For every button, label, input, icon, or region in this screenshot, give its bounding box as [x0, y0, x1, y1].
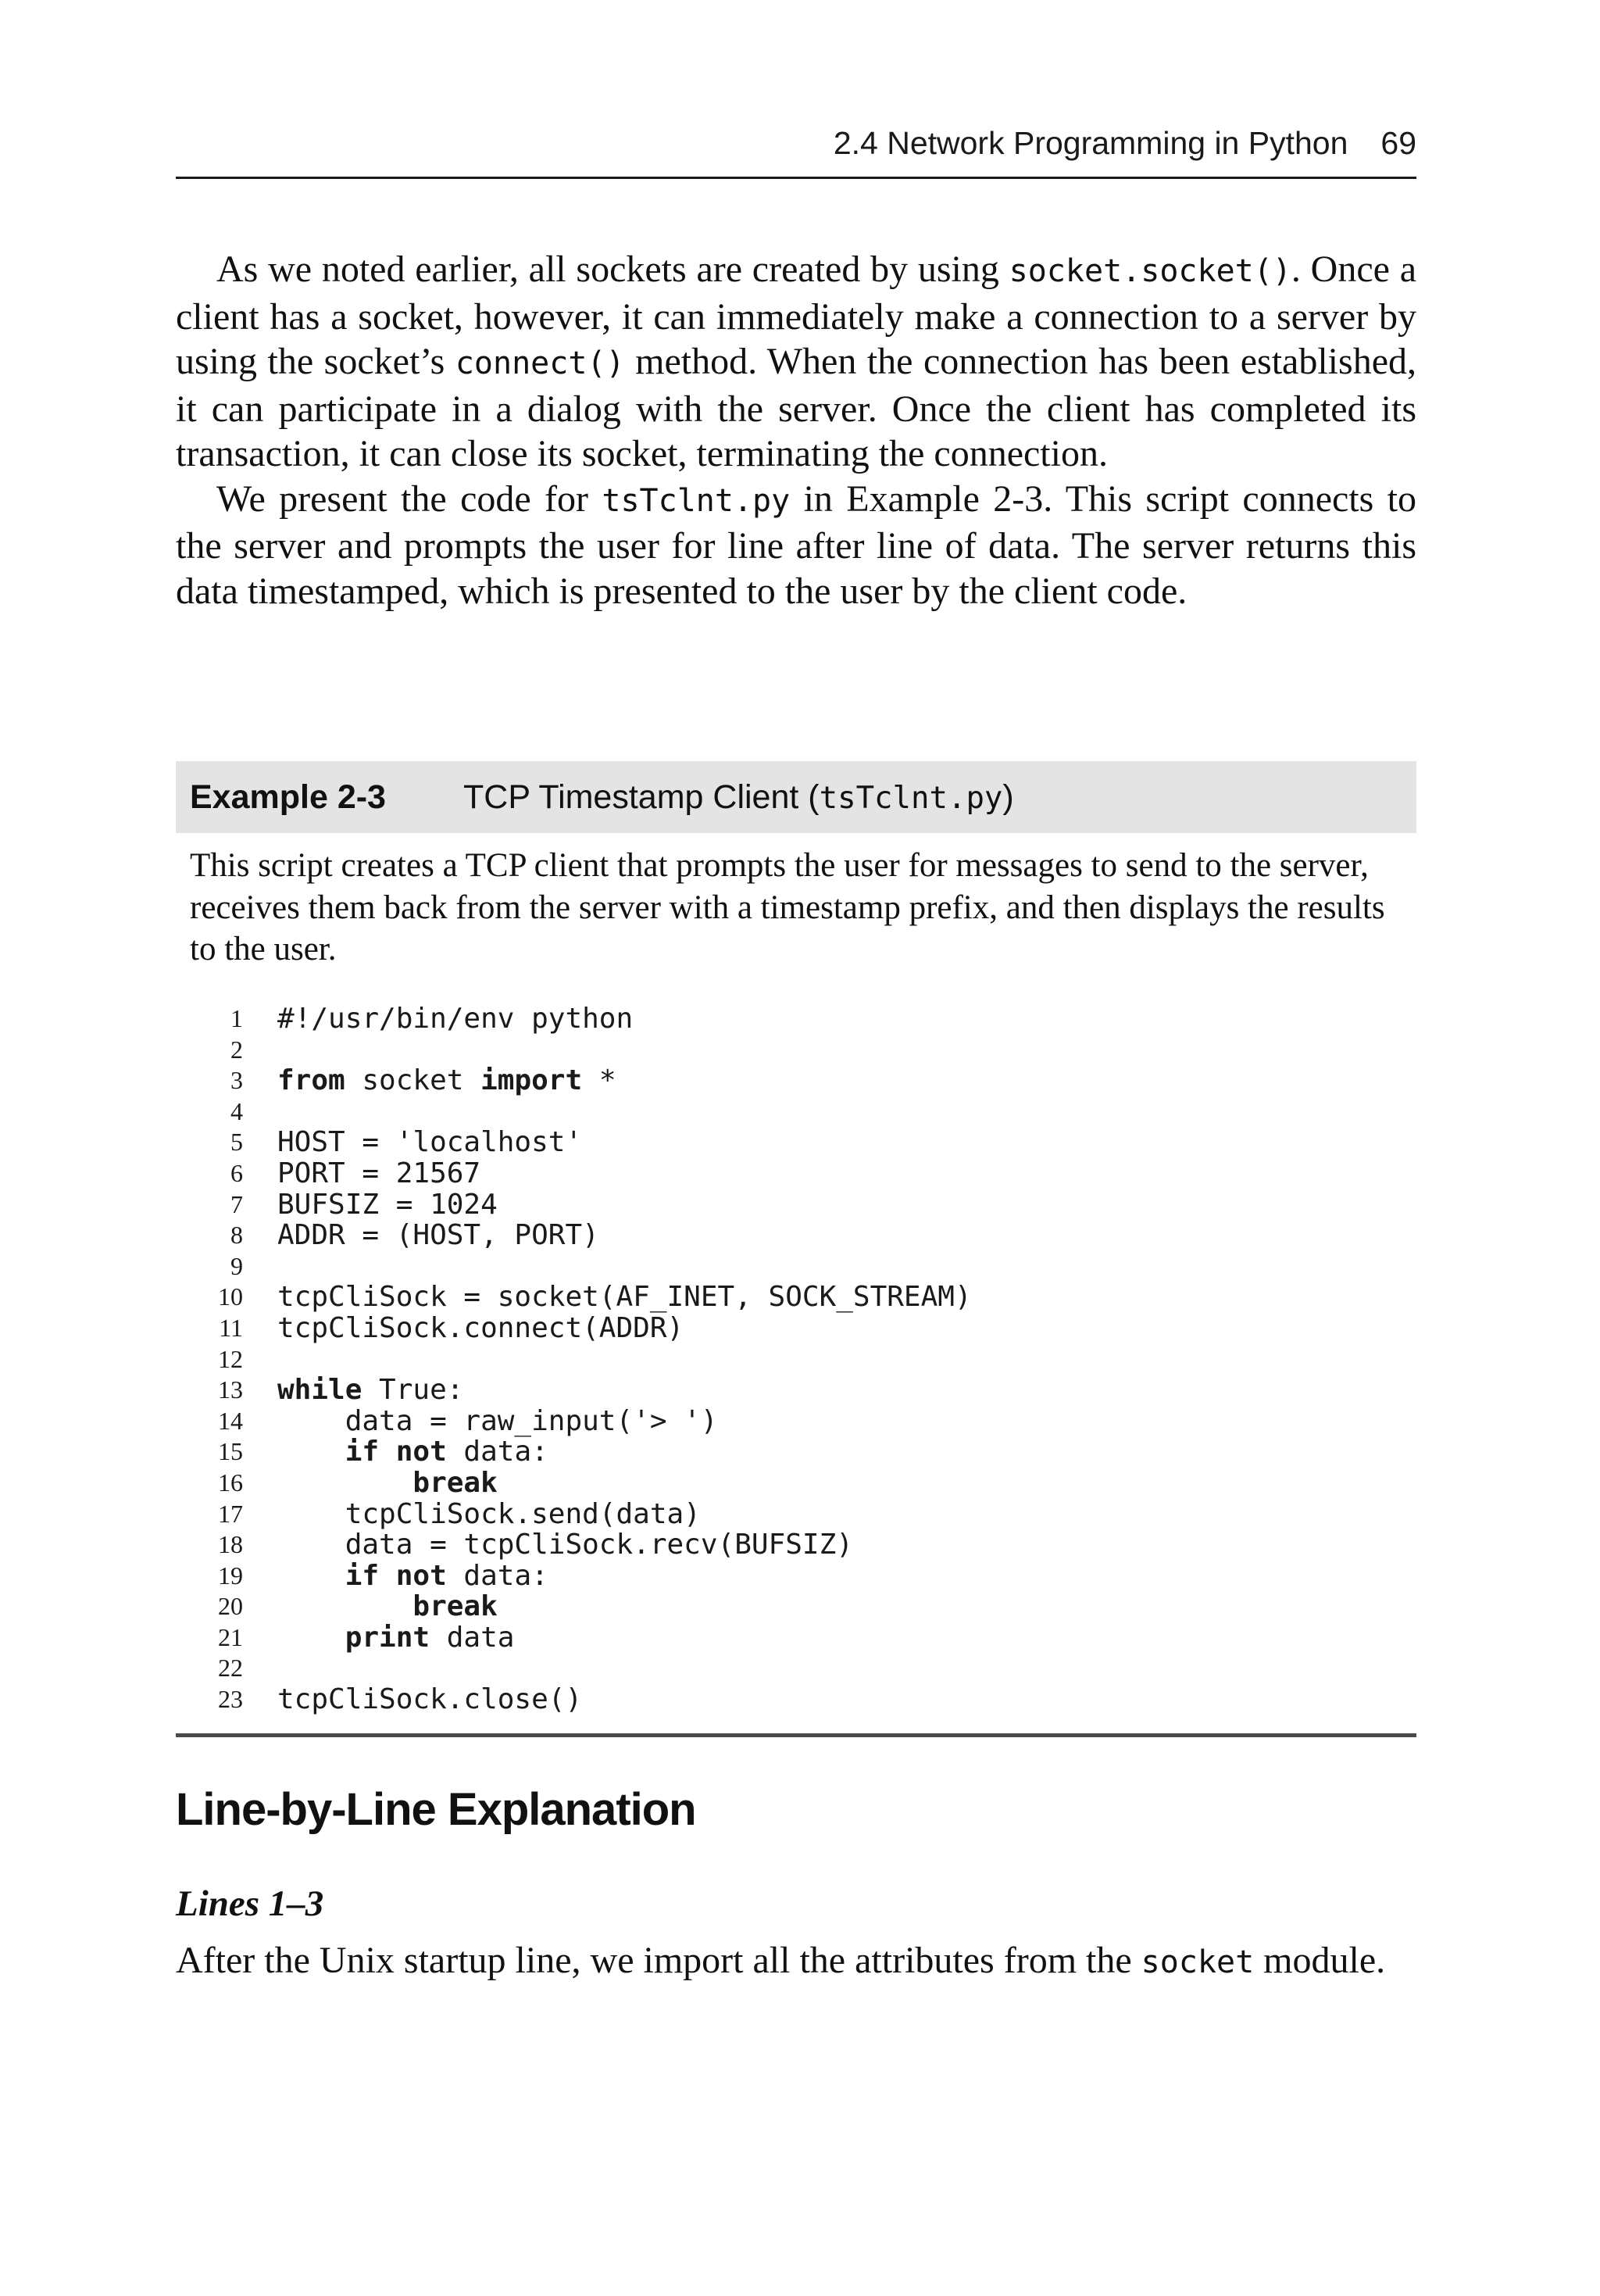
code-listing-rule — [176, 1733, 1416, 1737]
explanation-paragraph — [176, 1938, 1416, 1986]
line-number: 19 — [218, 1561, 243, 1590]
p1-text-b: . Once a client has a socket, however, it can immediately make a connection to a server by using the socket’s — [176, 249, 1417, 382]
line-number: 21 — [218, 1622, 243, 1651]
code-source — [277, 1529, 853, 1561]
page-number: 69 — [1380, 125, 1416, 161]
code-line — [176, 1220, 1416, 1251]
line-number: 16 — [218, 1468, 243, 1497]
code-keyword: import — [480, 1064, 583, 1097]
code-source — [277, 1158, 480, 1189]
code-text: data = raw_input('> ') — [277, 1404, 718, 1437]
p1-text-a: As we noted earlier, all sockets are created by using — [216, 249, 1009, 290]
example-title-end: ) — [1002, 778, 1014, 816]
line-number: 13 — [218, 1375, 243, 1404]
code-source — [277, 1468, 498, 1499]
code-source — [277, 1684, 582, 1715]
code-keyword: print — [345, 1621, 430, 1654]
line-number: 17 — [218, 1499, 243, 1528]
code-text: tcpCliSock.connect(ADDR) — [277, 1311, 684, 1344]
code-text: data — [430, 1621, 515, 1654]
subsection-heading: Lines 1–3 — [176, 1883, 324, 1924]
line-number: 22 — [218, 1654, 243, 1683]
p1-code-socket: socket.socket() — [1009, 253, 1291, 289]
intro-text — [176, 247, 1416, 613]
line-number: 9 — [230, 1251, 243, 1280]
code-line — [176, 1468, 1416, 1499]
p2-code-filename: tsTclnt.py — [602, 482, 791, 519]
example-title-text: TCP Timestamp Client ( — [463, 778, 820, 816]
explanation-code-socket: socket — [1141, 1944, 1255, 1980]
header-rule — [176, 177, 1416, 179]
code-source — [277, 1282, 972, 1313]
code-keyword: while — [277, 1374, 362, 1407]
code-line — [176, 1684, 1416, 1715]
code-line — [176, 1622, 1416, 1654]
code-line — [176, 1561, 1416, 1592]
code-text: data: — [446, 1559, 548, 1592]
code-line — [176, 1003, 1416, 1035]
code-line — [176, 1158, 1416, 1189]
example-label: Example 2-3 — [190, 778, 386, 816]
section-heading: Line-by-Line Explanation — [176, 1784, 696, 1835]
example-title — [463, 778, 1014, 817]
line-number: 7 — [230, 1189, 243, 1218]
code-line — [176, 1313, 1416, 1344]
code-keyword: if not — [345, 1436, 447, 1468]
code-text: PORT = 21567 — [277, 1157, 481, 1189]
line-number: 3 — [230, 1066, 243, 1095]
code-keyword: if not — [345, 1559, 447, 1592]
code-text: ADDR = (HOST, PORT) — [277, 1219, 599, 1252]
line-number: 12 — [218, 1344, 243, 1373]
code-source — [277, 1003, 633, 1035]
code-text — [277, 1467, 412, 1499]
code-text — [277, 1622, 345, 1654]
example-description: This script creates a TCP client that prompts the user for messages to send to the server, receives them back from the server with a timestamp prefix, and then displays the results to the user. — [190, 847, 1385, 967]
p2-text-b: in Example 2-3. This script connects to the server and prompts the user for line after line of data. The server returns this data timestamped, which is presented to the user by the client code. — [176, 477, 1417, 612]
line-number: 10 — [218, 1282, 243, 1311]
code-text — [277, 1560, 345, 1592]
p2-text-a: We present the code for — [216, 477, 602, 520]
code-source — [277, 1406, 718, 1437]
code-source — [277, 1591, 498, 1622]
code-line — [176, 1406, 1416, 1437]
code-line — [176, 1282, 1416, 1313]
code-line — [176, 1375, 1416, 1406]
running-header — [176, 122, 1416, 164]
example-title-code: tsTclnt.py — [819, 780, 1003, 816]
code-source — [277, 1127, 582, 1158]
code-line — [176, 1529, 1416, 1561]
code-source — [277, 1375, 463, 1406]
code-text: HOST = 'localhost' — [277, 1126, 583, 1159]
code-keyword: from — [277, 1064, 345, 1097]
code-line — [176, 1436, 1416, 1468]
line-number: 15 — [218, 1437, 243, 1466]
intro-paragraph-1 — [176, 247, 1416, 477]
line-number: 11 — [219, 1313, 243, 1342]
code-line — [176, 1344, 1416, 1375]
explanation-text-a: After the Unix startup line, we import all the attributes from the — [176, 1940, 1141, 1981]
line-number: 6 — [230, 1158, 243, 1187]
code-text: data: — [446, 1436, 548, 1468]
code-line — [176, 1499, 1416, 1530]
code-source — [277, 1499, 701, 1530]
explanation-text-b: module. — [1254, 1940, 1386, 1981]
code-text: * — [582, 1064, 616, 1097]
line-number: 4 — [230, 1096, 243, 1125]
line-number: 8 — [230, 1221, 243, 1250]
code-line — [176, 1591, 1416, 1622]
line-number: 2 — [230, 1035, 243, 1064]
line-number: 1 — [230, 1004, 243, 1032]
running-title: 2.4 Network Programming in Python — [833, 125, 1348, 161]
p1-code-connect: connect() — [455, 345, 625, 381]
code-source — [277, 1561, 548, 1592]
code-line — [176, 1251, 1416, 1282]
line-number: 5 — [230, 1128, 243, 1157]
code-line — [176, 1035, 1416, 1066]
code-text: socket — [345, 1064, 481, 1097]
code-source — [277, 1189, 498, 1221]
line-number: 14 — [218, 1406, 243, 1435]
code-source — [277, 1436, 548, 1468]
code-listing — [176, 1003, 1416, 1715]
code-line — [176, 1127, 1416, 1158]
code-text — [277, 1436, 345, 1468]
code-text — [277, 1590, 412, 1622]
code-text: BUFSIZ = 1024 — [277, 1188, 498, 1221]
code-text: tcpCliSock.close() — [277, 1683, 583, 1716]
code-text: #!/usr/bin/env python — [277, 1003, 634, 1035]
code-source — [277, 1622, 514, 1654]
code-line — [176, 1065, 1416, 1096]
code-source — [277, 1313, 684, 1344]
intro-paragraph-2 — [176, 477, 1416, 614]
line-number: 23 — [218, 1685, 243, 1714]
code-source — [277, 1065, 616, 1096]
code-text: True: — [362, 1374, 464, 1407]
code-keyword: break — [412, 1590, 498, 1623]
code-text: tcpCliSock = socket(AF_INET, SOCK_STREAM) — [277, 1281, 972, 1314]
code-source — [277, 1220, 599, 1251]
code-keyword: break — [412, 1466, 498, 1499]
example-title-bar — [176, 761, 1416, 833]
line-number: 18 — [218, 1530, 243, 1559]
line-number: 20 — [218, 1592, 243, 1621]
code-line — [176, 1653, 1416, 1684]
code-line — [176, 1096, 1416, 1128]
code-line — [176, 1189, 1416, 1221]
code-text: data = tcpCliSock.recv(BUFSIZ) — [277, 1529, 853, 1561]
p1-text-c: method. When the connection has been established, it can participate in a dialog with the server. Once the client has completed its transaction, it can close its socket, terminating the connection. — [176, 341, 1417, 474]
code-text: tcpCliSock.send(data) — [277, 1497, 701, 1530]
